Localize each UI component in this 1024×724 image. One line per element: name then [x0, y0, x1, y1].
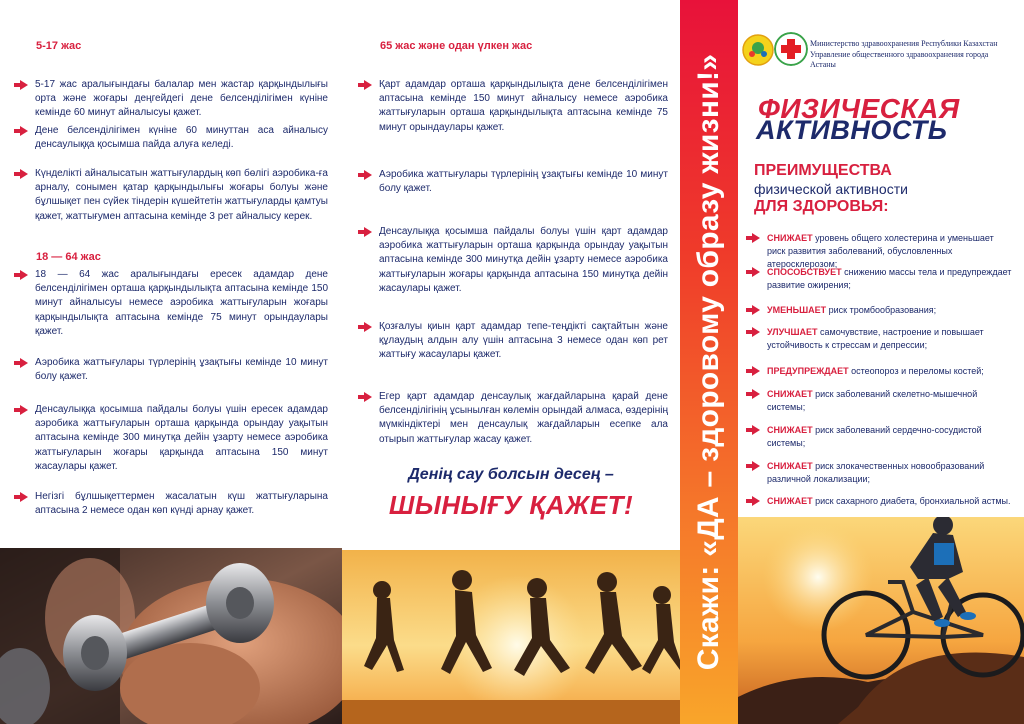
ministry-caption	[810, 39, 1016, 71]
benefit-key: СНИЖАЕТ	[767, 496, 813, 506]
arrow-icon	[746, 496, 760, 506]
vertical-slogan: Скажи: «ДА – здоровому образу жизни!»	[692, 53, 725, 671]
list-item	[358, 168, 668, 196]
list-item	[358, 78, 668, 135]
list-item	[14, 403, 328, 474]
panel-ages-5-64	[0, 0, 342, 724]
benefit-item	[746, 232, 1014, 270]
arrow-icon	[358, 227, 372, 237]
arrow-icon	[14, 80, 28, 90]
panel-ages-65-plus	[342, 0, 680, 724]
runners-photo	[342, 550, 680, 724]
list-item	[14, 78, 328, 121]
item-text: 18 — 64 жас аралығындағы ересек адамдар дене белсенділігімен орташа қарқындылықта аптасына кемінде 150 минут айналысуы немесе аэробика жаттығуларын жоғары қарқындылықта аптасына кемінде 75 минут орындаулары қажет.	[35, 269, 328, 337]
arrow-icon	[14, 358, 28, 368]
arrow-icon	[14, 492, 28, 502]
arrow-icon	[358, 322, 372, 332]
cyclist-illustration	[738, 517, 1024, 724]
benefit-key: СНИЖАЕТ	[767, 389, 813, 399]
ministry-emblem-icon	[742, 34, 774, 66]
benefit-item	[746, 365, 1014, 378]
item-text: Қозғалуы қиын қарт адамдар тепе-теңдікті сақтайтын және құлаудың алдын алу үшін аптасына 3 немесе одан көп рет жаттығу жасаулары қажет.	[379, 321, 668, 361]
list-item	[14, 167, 328, 224]
heading-18-64: 18 — 64 жас	[36, 251, 101, 263]
arrow-icon	[746, 267, 760, 277]
item-text: Денсаулыққа қосымша пайдалы болуы үшін ересек адамдар аэробика жаттығуларын орташа қарқында орындау уақытын аптасына кемінде 300 минутқа дейін ұзарту немесе аэробика жаттығуларын жоғары қарқында аптасына 150 минут жасаулары қажет.	[35, 404, 328, 472]
title-line-2: АКТИВНОСТЬ	[756, 115, 948, 145]
advantages-line-3: ДЛЯ ЗДОРОВЬЯ:	[754, 198, 889, 215]
slogan-line-1: Денің сау болсын десең –	[408, 466, 614, 483]
benefit-key: СНИЖАЕТ	[767, 461, 813, 471]
benefit-key: ПРЕДУПРЕЖДАЕТ	[767, 366, 849, 376]
ministry-line-1: Министерство здравоохранения Республики Казахстан	[810, 39, 998, 48]
list-item	[358, 390, 668, 447]
item-text: Қарт адамдар орташа қарқындылықта дене белсенділігімен аптасына кемінде 150 минут айналысу немесе аэробика жаттығуларын орташа қарқындылықта аптасына кемінде 75 минут орындаулары қажет.	[379, 79, 668, 133]
arrow-icon	[746, 305, 760, 315]
health-logo-icon	[774, 32, 808, 66]
arrow-icon	[746, 425, 760, 435]
runners-illustration	[342, 550, 680, 724]
benefit-text: самочувствие, настроение и повышает устойчивость к стрессам и депрессии;	[767, 327, 984, 350]
arrow-icon	[358, 392, 372, 402]
item-text: 5-17 жас аралығындағы балалар мен жастар қарқындылығы орта және жоғары деңгейдегі дене белсенділігімен күніне кемінде 60 минут айналысуы қажет.	[35, 79, 328, 119]
benefit-text: риск заболеваний сердечно-сосудистой системы;	[767, 425, 982, 448]
arrow-icon	[746, 389, 760, 399]
advantages-line-2: физической активности	[754, 181, 908, 197]
benefit-item	[746, 388, 1014, 414]
item-text: Күнделікті айналысатын жаттығулардың көп бөлігі аэробика-ға арналу, сонымен қатар қарқындылығы жоғары болуы және бұлшықет пен сүйек тіндерін күшейтетін жаттығуларды қамтуы қажет, жаттығумен аптасына кемінде 3 рет айналысу керек.	[35, 168, 328, 222]
benefit-text: остеопороз и переломы костей;	[848, 366, 984, 376]
arrow-icon	[14, 169, 28, 179]
benefit-key: СНИЖАЕТ	[767, 425, 813, 435]
list-item	[358, 225, 668, 296]
benefit-text: риск заболеваний скелетно-мышечной системы;	[767, 389, 978, 412]
ministry-line-2: Управление общественного здравоохранения города Астаны	[810, 49, 989, 69]
item-text: Аэробика жаттығулары түрлерінің ұзақтығы кемінде 10 минут болу қажет.	[35, 357, 328, 383]
benefit-key: УМЕНЬШАЕТ	[767, 305, 827, 315]
item-text: Негізгі бұлшықеттермен жасалатын күш жаттығуларына аптасына 2 немесе одан көп күнді арнау қажет.	[35, 491, 328, 517]
benefit-key: СНИЖАЕТ	[767, 233, 813, 243]
vertical-slogan-strip	[680, 0, 738, 724]
cyclist-photo	[738, 517, 1024, 724]
dumbbell-photo	[0, 548, 342, 724]
arrow-icon	[746, 233, 760, 243]
benefit-key: СПОСОБСТВУЕТ	[767, 267, 842, 277]
arrow-icon	[358, 170, 372, 180]
arrow-icon	[746, 327, 760, 337]
list-item	[14, 490, 328, 518]
item-text: Егер қарт адамдар денсаулық жағдайларына қарай дене белсенділігінің ұсынылған көлемін орындай алмаса, өздерінің мүмкіндіктері мен денсаулық жағдайларын есепке ала отырып жаттығулар жасау қажет.	[379, 391, 668, 445]
list-item	[14, 268, 328, 339]
heading-65: 65 жас және одан үлкен жас	[380, 40, 533, 52]
arrow-icon	[14, 270, 28, 280]
arrow-icon	[746, 366, 760, 376]
arrow-icon	[358, 80, 372, 90]
benefit-text: риск злокачественных новообразований различной локализации;	[767, 461, 985, 484]
benefit-item	[746, 266, 1014, 292]
benefit-item	[746, 424, 1014, 450]
arrow-icon	[14, 126, 28, 136]
benefit-text: уровень общего холестерина и уменьшает риск развития заболеваний, обусловленных атеросклерозом;	[767, 233, 994, 269]
arrow-icon	[14, 405, 28, 415]
dumbbell-illustration	[0, 548, 342, 724]
item-text: Аэробика жаттығулары түрлерінің ұзақтығы кемінде 10 минут болу қажет.	[379, 169, 668, 195]
benefit-item	[746, 495, 1014, 508]
arrow-icon	[746, 461, 760, 471]
benefit-key: УЛУЧШАЕТ	[767, 327, 818, 337]
item-text: Денсаулыққа қосымша пайдалы болуы үшін қарт адамдар аэробика жаттығуларын орташа қарқында орындау уақытын аптасына кемінде 300 минутқа дейін ұзарту немесе аэробика жаттығуларын жоғары қарқында аптасына 150 минутқа дейін жасаулары қажет.	[379, 226, 668, 294]
benefit-item	[746, 460, 1014, 486]
heading-5-17: 5-17 жас	[36, 40, 82, 52]
advantages-line-1: ПРЕИМУЩЕСТВА	[754, 162, 892, 179]
benefit-item	[746, 326, 1014, 352]
slogan-line-2: ШЫНЫҒУ ҚАЖЕТ!	[388, 490, 634, 520]
item-text: Дене белсенділігімен күніне 60 минуттан аса айналысу денсаулыққа қосымша пайда алуға келеді.	[35, 125, 328, 151]
benefit-text: риск тромбообразования;	[826, 305, 937, 315]
panel-cover	[738, 0, 1024, 724]
benefit-text: риск сахарного диабета, бронхиальной астмы.	[812, 496, 1011, 506]
list-item	[14, 356, 328, 384]
benefit-item	[746, 304, 1014, 317]
benefit-text: снижению массы тела и предупреждает развитие ожирения;	[767, 267, 1012, 290]
list-item	[14, 124, 328, 152]
title-line-1: ФИЗИЧЕСКАЯ	[758, 93, 960, 124]
list-item	[358, 320, 668, 363]
